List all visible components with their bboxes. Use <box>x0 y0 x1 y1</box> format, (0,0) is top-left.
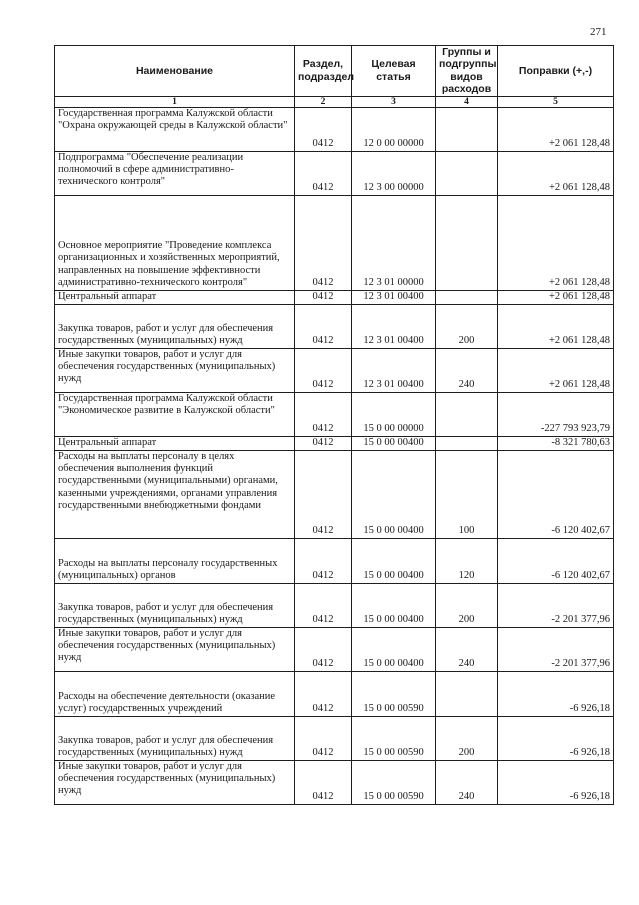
header-target: Целевая статья <box>352 46 436 97</box>
row-section: 0412 <box>295 716 352 760</box>
row-target: 15 0 00 00400 <box>352 436 436 450</box>
row-amount: +2 061 128,48 <box>498 195 614 290</box>
table-header-row <box>55 46 614 97</box>
row-name: Центральный аппарат <box>55 290 295 304</box>
table-row <box>55 760 614 804</box>
row-amount: -6 926,18 <box>498 671 614 716</box>
row-target: 12 3 01 00400 <box>352 348 436 392</box>
row-group: 240 <box>436 348 498 392</box>
row-group <box>436 392 498 436</box>
row-name: Закупка товаров, работ и услуг для обеспечения государственных (муниципальных) нужд <box>55 583 295 627</box>
row-amount: -6 120 402,67 <box>498 538 614 583</box>
row-target: 15 0 00 00590 <box>352 760 436 804</box>
row-target: 12 0 00 00000 <box>352 107 436 151</box>
table-row <box>55 304 614 348</box>
row-name: Закупка товаров, работ и услуг для обеспечения государственных (муниципальных) нужд <box>55 304 295 348</box>
row-section: 0412 <box>295 348 352 392</box>
row-group: 200 <box>436 583 498 627</box>
header-name: Наименование <box>55 46 295 97</box>
column-number: 4 <box>436 96 498 107</box>
row-section: 0412 <box>295 436 352 450</box>
row-target: 12 3 00 00000 <box>352 151 436 195</box>
table-row <box>55 716 614 760</box>
row-group <box>436 107 498 151</box>
column-number: 3 <box>352 96 436 107</box>
row-target: 15 0 00 00400 <box>352 538 436 583</box>
row-group <box>436 290 498 304</box>
row-section: 0412 <box>295 107 352 151</box>
row-amount: +2 061 128,48 <box>498 304 614 348</box>
row-target: 15 0 00 00400 <box>352 583 436 627</box>
column-number: 2 <box>295 96 352 107</box>
table-row <box>55 290 614 304</box>
column-number-row <box>55 96 614 107</box>
column-number: 5 <box>498 96 614 107</box>
row-amount: +2 061 128,48 <box>498 348 614 392</box>
row-section: 0412 <box>295 195 352 290</box>
row-target: 12 3 01 00400 <box>352 290 436 304</box>
row-name: Основное мероприятие "Проведение комплекса организационных и хозяйственных мероприятий, направленных на повышение эффективности административно-технического контроля" <box>55 195 295 290</box>
row-amount: -2 201 377,96 <box>498 627 614 671</box>
row-section: 0412 <box>295 392 352 436</box>
table-row <box>55 392 614 436</box>
row-section: 0412 <box>295 627 352 671</box>
row-name: Подпрограмма "Обеспечение реализации полномочий в сфере административно-технического контроля" <box>55 151 295 195</box>
budget-table <box>54 45 614 805</box>
header-section: Раздел, подраздел <box>295 46 352 97</box>
table-row <box>55 436 614 450</box>
row-name: Иные закупки товаров, работ и услуг для обеспечения государственных (муниципальных) нужд <box>55 760 295 804</box>
row-group <box>436 195 498 290</box>
column-number: 1 <box>55 96 295 107</box>
table-row <box>55 450 614 538</box>
row-target: 12 3 01 00000 <box>352 195 436 290</box>
row-section: 0412 <box>295 671 352 716</box>
row-section: 0412 <box>295 450 352 538</box>
row-target: 12 3 01 00400 <box>352 304 436 348</box>
row-group <box>436 151 498 195</box>
row-section: 0412 <box>295 538 352 583</box>
row-amount: +2 061 128,48 <box>498 151 614 195</box>
row-target: 15 0 00 00400 <box>352 627 436 671</box>
row-section: 0412 <box>295 760 352 804</box>
row-group: 100 <box>436 450 498 538</box>
row-group: 200 <box>436 716 498 760</box>
row-section: 0412 <box>295 151 352 195</box>
header-groups: Группы и подгруппы видов расходов <box>436 46 498 97</box>
row-amount: +2 061 128,48 <box>498 290 614 304</box>
row-name: Иные закупки товаров, работ и услуг для обеспечения государственных (муниципальных) нужд <box>55 627 295 671</box>
table-row <box>55 151 614 195</box>
page-number: 271 <box>590 26 607 38</box>
row-amount: -6 926,18 <box>498 716 614 760</box>
row-group: 120 <box>436 538 498 583</box>
row-section: 0412 <box>295 290 352 304</box>
row-section: 0412 <box>295 583 352 627</box>
row-name: Расходы на выплаты персоналу государственных (муниципальных) органов <box>55 538 295 583</box>
row-name: Центральный аппарат <box>55 436 295 450</box>
row-amount: -6 926,18 <box>498 760 614 804</box>
row-name: Государственная программа Калужской области "Охрана окружающей среды в Калужской области" <box>55 107 295 151</box>
row-target: 15 0 00 00000 <box>352 392 436 436</box>
table-row <box>55 538 614 583</box>
row-target: 15 0 00 00590 <box>352 716 436 760</box>
row-group: 240 <box>436 627 498 671</box>
row-group <box>436 671 498 716</box>
row-amount: +2 061 128,48 <box>498 107 614 151</box>
table-row <box>55 627 614 671</box>
table-row <box>55 348 614 392</box>
row-group <box>436 436 498 450</box>
row-section: 0412 <box>295 304 352 348</box>
row-amount: -8 321 780,63 <box>498 436 614 450</box>
table-row <box>55 671 614 716</box>
row-amount: -2 201 377,96 <box>498 583 614 627</box>
row-name: Расходы на выплаты персоналу в целях обеспечения выполнения функций государственными (муниципальными) органами, казенными учреждениями, органами управления государственными внебюджетными фондами <box>55 450 295 538</box>
row-name: Закупка товаров, работ и услуг для обеспечения государственных (муниципальных) нужд <box>55 716 295 760</box>
row-target: 15 0 00 00590 <box>352 671 436 716</box>
row-name: Государственная программа Калужской области "Экономическое развитие в Калужской области" <box>55 392 295 436</box>
row-amount: -6 120 402,67 <box>498 450 614 538</box>
row-amount: -227 793 923,79 <box>498 392 614 436</box>
table-row <box>55 107 614 151</box>
table-row <box>55 195 614 290</box>
header-amendments: Поправки (+,-) <box>498 46 614 97</box>
row-group: 240 <box>436 760 498 804</box>
row-name: Иные закупки товаров, работ и услуг для обеспечения государственных (муниципальных) нужд <box>55 348 295 392</box>
row-group: 200 <box>436 304 498 348</box>
row-name: Расходы на обеспечение деятельности (оказание услуг) государственных учреждений <box>55 671 295 716</box>
table-row <box>55 583 614 627</box>
row-target: 15 0 00 00400 <box>352 450 436 538</box>
